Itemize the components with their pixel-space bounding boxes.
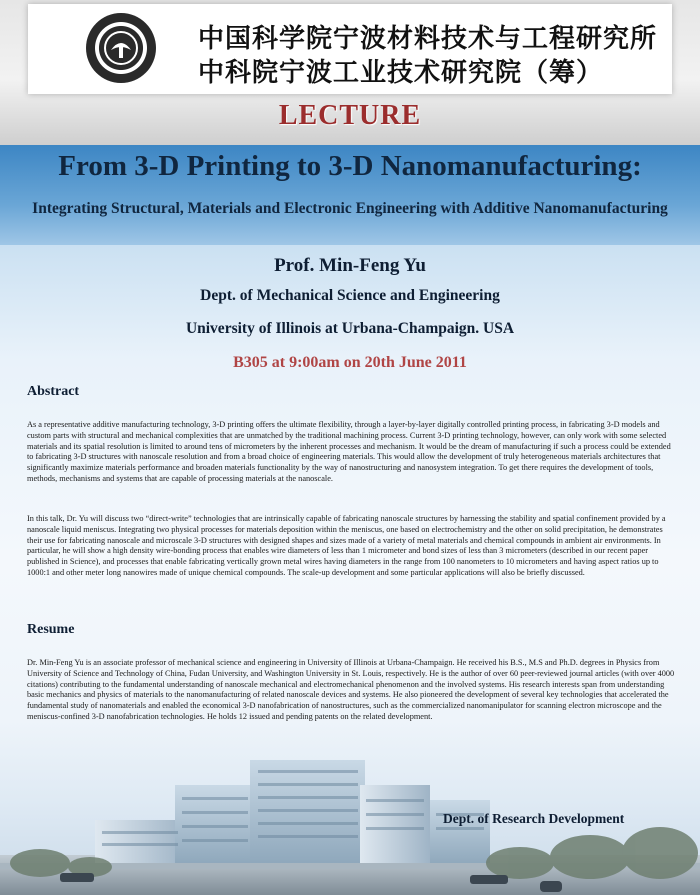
resume-heading: Resume <box>27 622 75 637</box>
speaker-university: University of Illinois at Urbana-Champaign. USA <box>185 320 515 337</box>
lecture-heading: LECTURE <box>278 100 422 131</box>
abstract-paragraph-1: As a representative additive manufacturing technology, 3-D printing offers the ultimate flexibility, through a layer-by-layer digitally controlled printing process, in fabricating 3-D models and custom parts with structural and mechanical complexities that are unmatched by the traditional machining process. Current 3-D printing technology, however, can only work with some selected materials and its spatial resolution is limited to around tens of micrometers by the inherent processes and mechanism. It would be the dream of manufacturing if such a process could be extended to fabricating 3-D structures with nanoscale resolution and from a broad choice of engineering materials. This would allow the development of truly heterogeneous materials architectures that significantly maximize materials performance and broaden materials functionality by the way of nanostructuring and nanosystem integration. To get there requires the development of tools, methods, mechanisms and systems that are capable of processing materials at the nanoscale. <box>27 420 671 483</box>
institute-name-line-1: 中国科学院宁波材料技术与工程研究所 <box>198 24 658 54</box>
resume-paragraph: Dr. Min-Feng Yu is an associate professor of mechanical science and engineering in University of Illinois at Urbana-Champaign. He received his B.S., M.S and Ph.D. degrees in Physics from University of Science and Technology of China, Fudan University, and Washington University in St. Louis, respectively. He is the author of over 60 peer-reviewed journal articles (with over 4000 citations) contributing to the fundamental understanding of nanoscale mechanical and electromechanical phenomenon and the involved systems. His research interests span from understanding basic mechanics and physics of materials to the nanomanufacturing of related nanoscale devices and systems. He also pioneered the development of several key technologies that accelerated the fundamental study of nanomaterials and enabled the economical 3-D nanofabrication of nanostructures, such as the commercialized nanomanipulator for scanning electron microscope and the meniscus-confined 3-D nanofabrication technologies. He holds 12 issued and pending patents on the related development. <box>27 658 675 721</box>
speaker-name: Prof. Min-Feng Yu <box>274 255 426 276</box>
institute-name-line-2: 中科院宁波工业技术研究院（筹） <box>198 58 604 88</box>
academy-seal-icon <box>86 13 156 83</box>
time-and-place: B305 at 9:00am on 20th June 2011 <box>233 354 467 371</box>
abstract-heading: Abstract <box>27 384 80 399</box>
talk-subtitle: Integrating Structural, Materials and Electronic Engineering with Additive Nanomanufacturing <box>32 200 668 217</box>
talk-title: From 3-D Printing to 3-D Nanomanufacturing: <box>58 150 642 182</box>
header <box>0 0 700 145</box>
abstract-paragraph-2: In this talk, Dr. Yu will discuss two “direct-write” technologies that are intrinsically capable of fabricating nanoscale structures by harnessing the stability and spatial confinement provided by a nanoscale liquid meniscus. Integrating two physical processes for materials deposition within the meniscus, one based on electrochemistry and the other on solid precipitation, he demonstrates their use for fabricating nanoscale and microscale 3-D structures with designed shapes and sizes made of a variety of metal materials and chemical compounds in ambient air environments. In particular, he will show a high density wire-bonding process that enables wire diameters of less than 1 micrometer and bond sizes of less than 3 micrometers (described in our recent paper published in Science), and processes that enable fabricating vertically grown metal wires having diameters in the range from 100 nanometers to 10 micrometers and having aspect ratios up to 1000:1 and other meter long nanowires made of unique chemical compounds. The scale-up development and some particular applications will also be briefly discussed. <box>27 514 666 577</box>
institute-banner <box>28 4 672 94</box>
speaker-department: Dept. of Mechanical Science and Engineering <box>200 287 500 304</box>
organizer-department: Dept. of Research Development <box>443 811 625 826</box>
